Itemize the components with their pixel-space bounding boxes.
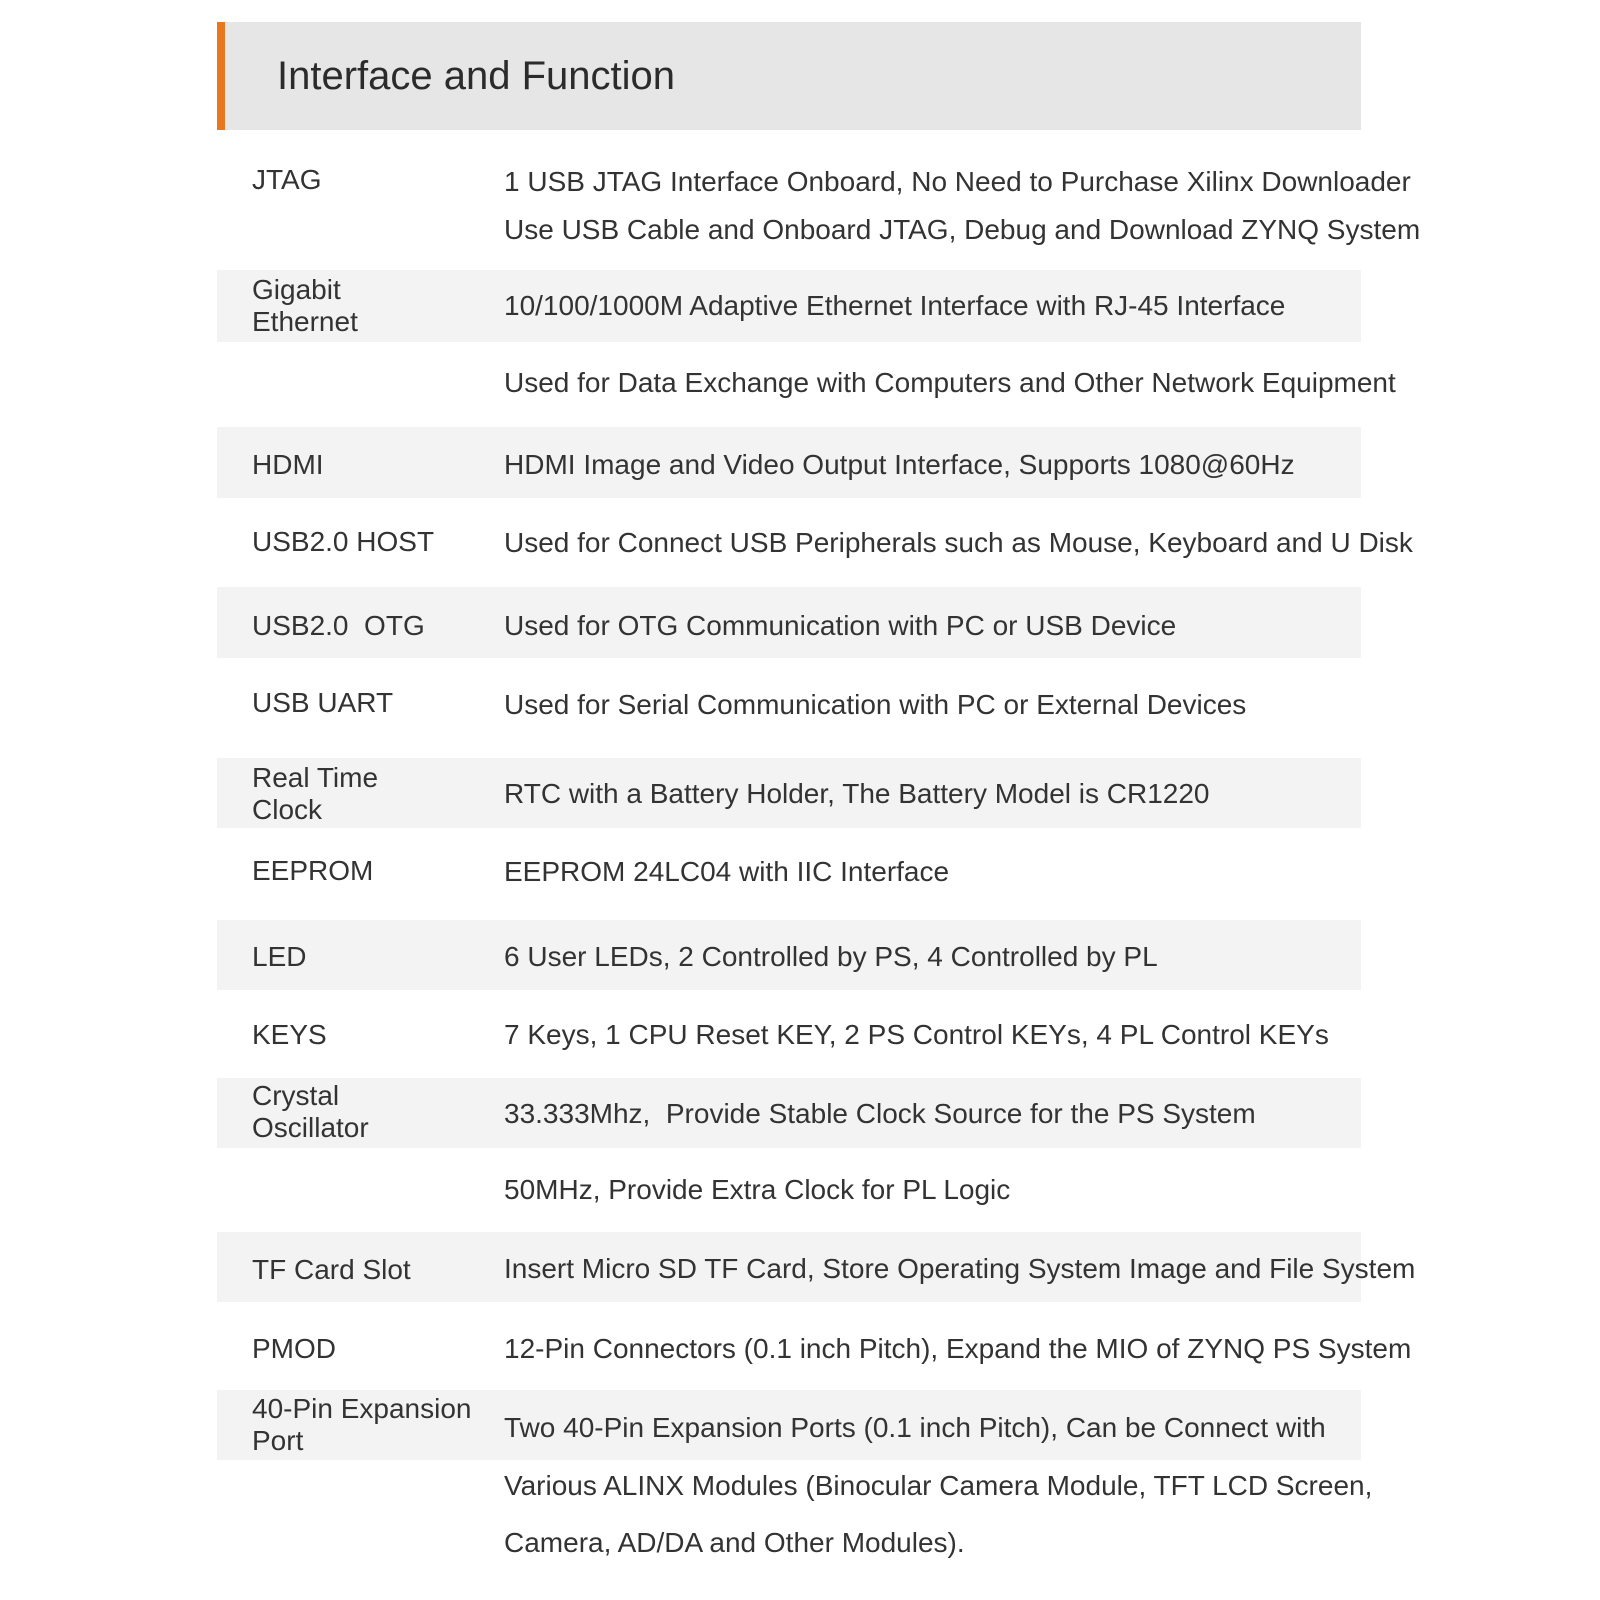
row-description: 33.333Mhz, Provide Stable Clock Source for the PS System: [504, 1098, 1256, 1129]
row-label: Port: [252, 1425, 304, 1456]
row-label: JTAG: [252, 164, 322, 195]
row-description: Used for Serial Communication with PC or External Devices: [504, 689, 1247, 720]
section-header: [217, 22, 1361, 130]
row-label: Oscillator: [252, 1112, 369, 1143]
row-description: Use USB Cable and Onboard JTAG, Debug and Download ZYNQ System: [504, 214, 1421, 245]
row-label: LED: [252, 941, 307, 972]
row-description: Insert Micro SD TF Card, Store Operating System Image and File System: [504, 1253, 1416, 1284]
row-description: HDMI Image and Video Output Interface, Supports 1080@60Hz: [504, 449, 1295, 480]
row-description: 12-Pin Connectors (0.1 inch Pitch), Expand the MIO of ZYNQ PS System: [504, 1333, 1412, 1364]
row-description: Used for Data Exchange with Computers and Other Network Equipment: [504, 367, 1396, 398]
section-title: Interface and Function: [277, 54, 676, 98]
row-label: EEPROM: [252, 855, 374, 886]
row-label: Gigabit: [252, 274, 341, 305]
row-description: Camera, AD/DA and Other Modules).: [504, 1527, 965, 1558]
row-label: USB2.0 HOST: [252, 526, 435, 557]
row-description: EEPROM 24LC04 with IIC Interface: [504, 856, 950, 887]
row-label: PMOD: [252, 1333, 336, 1364]
row-description: Used for Connect USB Peripherals such as Mouse, Keyboard and U Disk: [504, 527, 1413, 558]
row-description: Various ALINX Modules (Binocular Camera Module, TFT LCD Screen,: [504, 1470, 1373, 1501]
row-description: 7 Keys, 1 CPU Reset KEY, 2 PS Control KEYs, 4 PL Control KEYs: [504, 1019, 1329, 1050]
row-label: USB UART: [252, 687, 394, 718]
row-description: 10/100/1000M Adaptive Ethernet Interface with RJ-45 Interface: [504, 290, 1286, 321]
row-label: TF Card Slot: [252, 1254, 411, 1285]
row-description: Used for OTG Communication with PC or USB Device: [504, 610, 1177, 641]
row-description: RTC with a Battery Holder, The Battery Model is CR1220: [504, 778, 1210, 809]
row-label: Ethernet: [252, 306, 358, 337]
row-description: 1 USB JTAG Interface Onboard, No Need to Purchase Xilinx Downloader: [504, 166, 1411, 197]
row-label: USB2.0 OTG: [252, 610, 425, 641]
row-description: Two 40-Pin Expansion Ports (0.1 inch Pitch), Can be Connect with: [504, 1412, 1326, 1443]
row-label: HDMI: [252, 449, 324, 480]
row-label: Clock: [252, 794, 323, 825]
row-label: Crystal: [252, 1080, 340, 1111]
row-label: Real Time: [252, 762, 379, 793]
row-label: KEYS: [252, 1019, 327, 1050]
row-description: 6 User LEDs, 2 Controlled by PS, 4 Controlled by PL: [504, 941, 1158, 972]
row-description: 50MHz, Provide Extra Clock for PL Logic: [504, 1174, 1011, 1205]
row-label: 40-Pin Expansion: [252, 1393, 472, 1424]
